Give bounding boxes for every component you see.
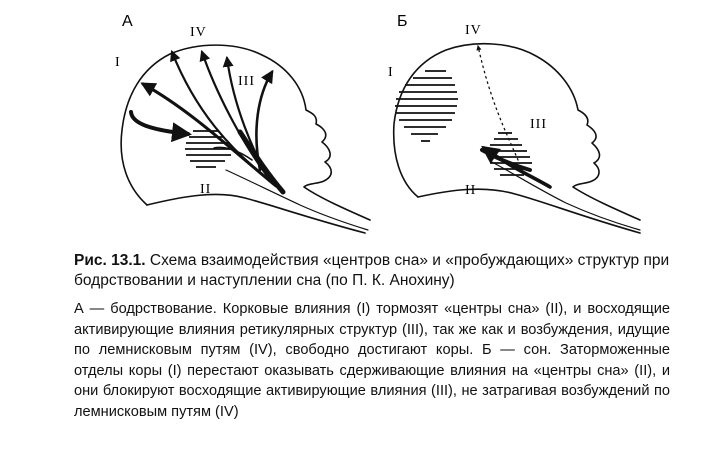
panel-b-label: Б xyxy=(397,13,408,30)
panel-a-label: А xyxy=(122,13,133,30)
panel-b-label-IV: IV xyxy=(465,23,482,38)
panel-b-label-I: I xyxy=(388,65,393,80)
panel-a-label-II: II xyxy=(200,182,212,197)
lemniscal-pathway-arrow xyxy=(478,46,518,160)
panel-b-label-II: II xyxy=(465,183,477,198)
figure-title-text: Схема взаимодействия «центров сна» и «пробуждающих» структур при бодрствовании и наступлении сна (по П. К. Анохину) xyxy=(74,252,670,289)
panel-a-brainstem xyxy=(147,194,365,233)
panel-b-reticular-line xyxy=(492,162,640,230)
panel-a-sleep-center-hatch xyxy=(185,131,233,167)
figure-caption-title xyxy=(74,251,674,291)
panel-b-label-III: III xyxy=(530,117,547,132)
panel-a-label-I: I xyxy=(115,55,120,70)
panel-a-reticular-line xyxy=(226,170,368,230)
panel-a-label-III: III xyxy=(238,74,255,89)
panel-a-brain-outline xyxy=(121,45,370,220)
figure-number: Рис. 13.1. xyxy=(74,252,146,269)
sleep-center-blocking-arrow xyxy=(482,150,530,170)
panel-b-brainstem xyxy=(418,189,640,233)
panel-a-label-IV: IV xyxy=(190,25,207,40)
ascending-arrow-5 xyxy=(256,72,272,170)
figure-caption-body: А — бодрствование. Корковые влияния (I) тормозят «центры сна» (II), и восходящие активирующие влияния ретикулярных структур (III), так же как и возбуждения, идущие по лемнисковым путям (IV), свободно достигают коры. Б — сон. Заторможенные отделы коры (I) перестают оказывать сдерживающие влияния на «центры сна» (II), и они блокируют восходящие активирующие влияния (III), не затрагивая возбуждений по лемнисковым путям (IV) xyxy=(74,301,670,420)
panel-a-arrows xyxy=(131,52,283,192)
cortex-to-sleep-center-arrow xyxy=(131,112,188,134)
panel-b-cortex-hatch xyxy=(395,71,458,141)
